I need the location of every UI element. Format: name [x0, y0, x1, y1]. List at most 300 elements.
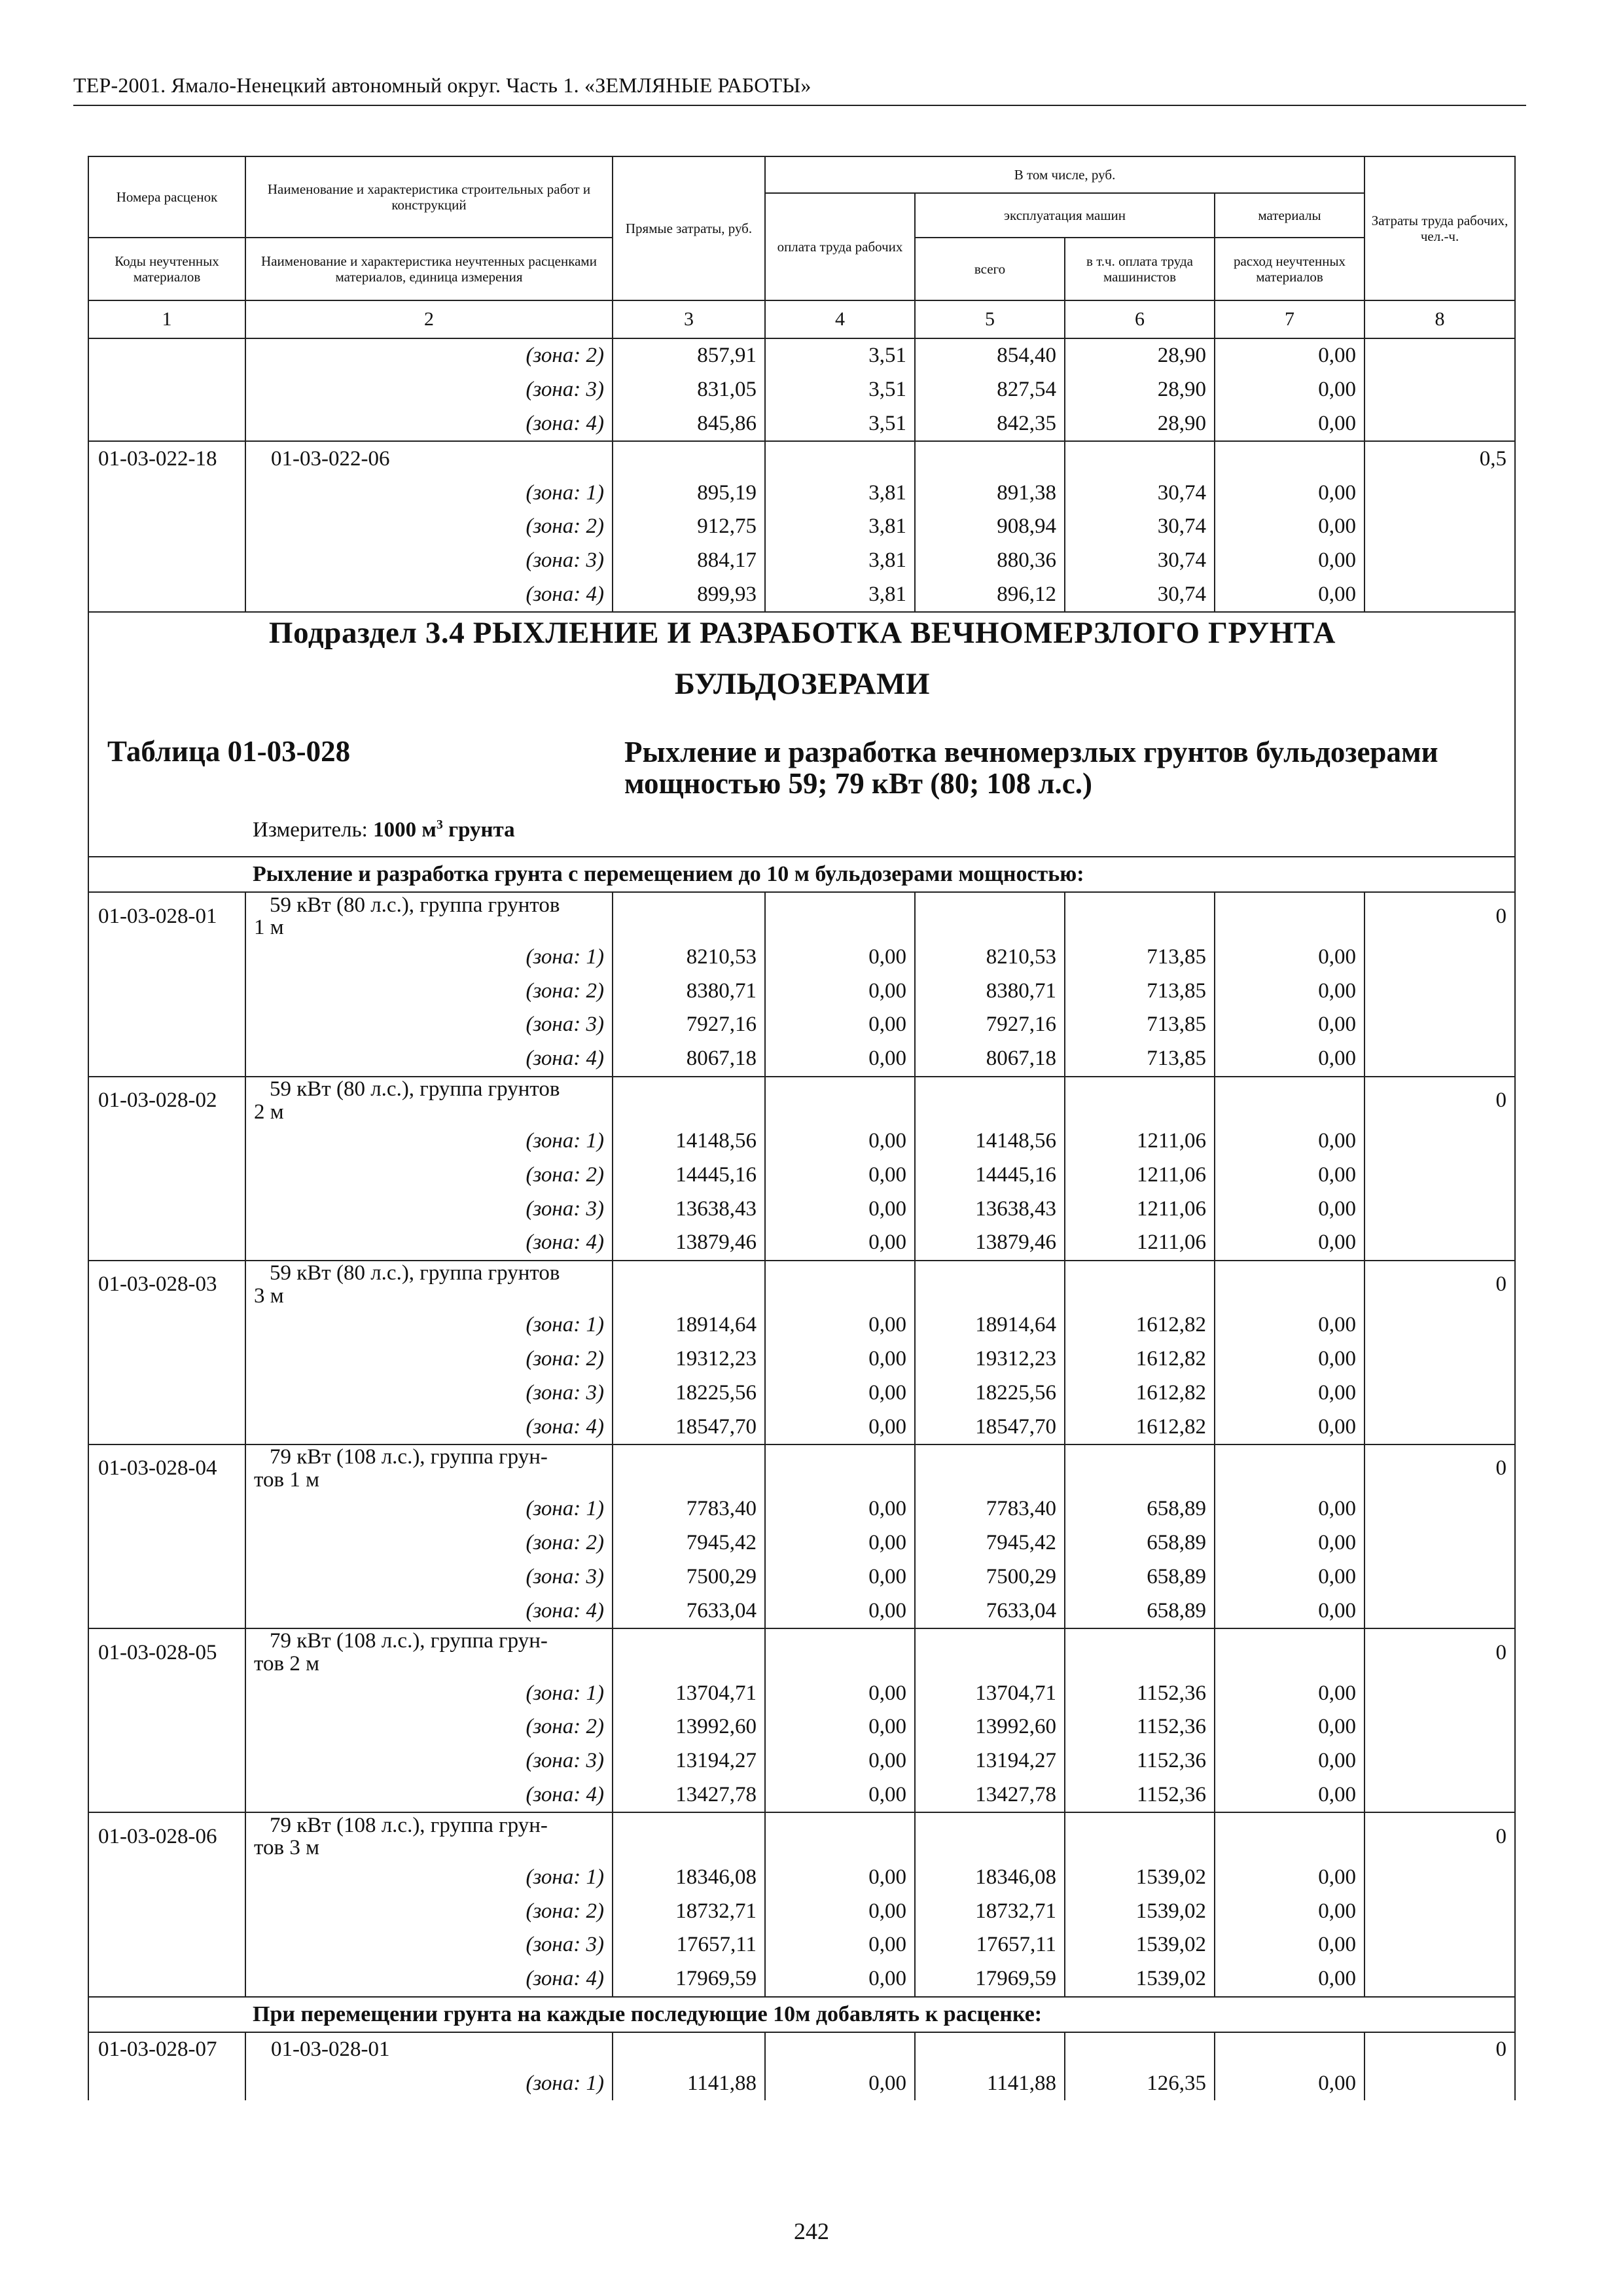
- direct-cost: 7783,40: [613, 1492, 765, 1526]
- direct-cost: 13194,27: [613, 1744, 765, 1778]
- materials-cost: 0,00: [1215, 407, 1364, 442]
- labor-wage: 0,00: [765, 1158, 915, 1192]
- machinists-wage: 28,90: [1065, 338, 1215, 373]
- zone-label: (зона: 3): [245, 1192, 613, 1226]
- rate-name: [245, 1628, 613, 1676]
- rate-code: 01-03-022-18: [88, 441, 245, 476]
- direct-cost: 13427,78: [613, 1778, 765, 1813]
- measure-tail: грунта: [442, 818, 515, 842]
- subheading-row: [88, 857, 1515, 892]
- materials-cost: 0,00: [1215, 373, 1364, 407]
- direct-cost: 18547,70: [613, 1410, 765, 1444]
- table-row: [88, 407, 1515, 442]
- zone-label: (зона: 3): [245, 1744, 613, 1778]
- machines-total: 13704,71: [915, 1676, 1065, 1710]
- materials-cost: 0,00: [1215, 940, 1364, 974]
- header-col1-top: Номера расценок: [88, 156, 245, 238]
- direct-cost: 7500,29: [613, 1560, 765, 1594]
- machines-total: 13638,43: [915, 1192, 1065, 1226]
- table-row: [88, 1444, 1515, 1492]
- rate-name-line1: 59 кВт (80 л.с.), группа грунтов: [270, 1077, 560, 1101]
- section-heading-row: [88, 612, 1515, 857]
- section-title-continued: БУЛЬДОЗЕРАМИ: [674, 667, 931, 702]
- machinists-wage: 1211,06: [1065, 1124, 1215, 1158]
- table-row: [88, 544, 1515, 578]
- materials-cost: 0,00: [1215, 974, 1364, 1008]
- machines-total: 827,54: [915, 373, 1065, 407]
- machinists-wage: 713,85: [1065, 1042, 1215, 1077]
- table-row: [88, 1342, 1515, 1376]
- rate-name-line2: тов 3 м: [254, 1836, 319, 1860]
- labor-wage: 3,51: [765, 338, 915, 373]
- materials-cost: 0,00: [1215, 578, 1364, 613]
- machines-total: 8380,71: [915, 974, 1065, 1008]
- materials-cost: 0,00: [1215, 2066, 1364, 2100]
- table-row: [88, 1261, 1515, 1308]
- zone-label: (зона: 1): [245, 2066, 613, 2100]
- labor-wage: 0,00: [765, 1042, 915, 1077]
- labor-wage: 0,00: [765, 940, 915, 974]
- machinists-wage: 713,85: [1065, 1008, 1215, 1042]
- table-row: [88, 1778, 1515, 1813]
- zone-label: (зона: 3): [245, 1376, 613, 1410]
- machines-total: 14445,16: [915, 1158, 1065, 1192]
- zone-label: (зона: 4): [245, 1042, 613, 1077]
- column-number: 5: [915, 300, 1065, 338]
- zone-label: (зона: 2): [245, 1894, 613, 1928]
- materials-cost: 0,00: [1215, 338, 1364, 373]
- column-number: 3: [613, 300, 765, 338]
- header-col5: всего: [915, 238, 1065, 300]
- rate-name-line1: 59 кВт (80 л.с.), группа грунтов: [270, 1261, 560, 1285]
- labor-hours: 0: [1364, 1444, 1515, 1492]
- direct-cost: 8210,53: [613, 940, 765, 974]
- labor-wage: 0,00: [765, 1778, 915, 1813]
- subheading: При перемещении грунта на каждые последующие 10м добавлять к расценке:: [253, 2001, 1043, 2026]
- materials-cost: 0,00: [1215, 1526, 1364, 1560]
- table-row: [88, 2032, 1515, 2067]
- table-row: [88, 1492, 1515, 1526]
- column-number: 8: [1364, 300, 1515, 338]
- table-row: [88, 1410, 1515, 1444]
- machines-total: 18346,08: [915, 1860, 1065, 1894]
- direct-cost: 13638,43: [613, 1192, 765, 1226]
- labor-wage: 0,00: [765, 1594, 915, 1628]
- machinists-wage: 1152,36: [1065, 1676, 1215, 1710]
- rate-code: 01-03-028-04: [88, 1444, 245, 1492]
- direct-cost: 8380,71: [613, 974, 765, 1008]
- materials-cost: 0,00: [1215, 1928, 1364, 1962]
- materials-cost: 0,00: [1215, 1042, 1364, 1077]
- machines-total: 842,35: [915, 407, 1065, 442]
- table-row: [88, 476, 1515, 510]
- zone-label: (зона: 1): [245, 1676, 613, 1710]
- labor-wage: 0,00: [765, 1526, 915, 1560]
- machinists-wage: 28,90: [1065, 373, 1215, 407]
- table-row: [88, 1192, 1515, 1226]
- materials-cost: 0,00: [1215, 476, 1364, 510]
- table-row: [88, 1308, 1515, 1342]
- labor-wage: 0,00: [765, 1676, 915, 1710]
- rate-name-line2: 2 м: [254, 1100, 284, 1124]
- rate-name-line1: 79 кВт (108 л.с.), группа грун-: [270, 1813, 548, 1837]
- machines-total: 7783,40: [915, 1492, 1065, 1526]
- rate-name: [245, 892, 613, 940]
- machinists-wage: 1211,06: [1065, 1192, 1215, 1226]
- zone-label: (зона: 1): [245, 476, 613, 510]
- materials-cost: 0,00: [1215, 1778, 1364, 1813]
- machines-total: 19312,23: [915, 1342, 1065, 1376]
- machines-total: 7500,29: [915, 1560, 1065, 1594]
- materials-cost: 0,00: [1215, 1894, 1364, 1928]
- labor-hours: 0: [1364, 1261, 1515, 1308]
- materials-cost: 0,00: [1215, 1676, 1364, 1710]
- machines-total: 17657,11: [915, 1928, 1065, 1962]
- measure-value: 1000 м: [373, 818, 437, 842]
- header-incl: В том числе, руб.: [765, 156, 1364, 193]
- labor-wage: 0,00: [765, 1894, 915, 1928]
- zone-label: (зона: 3): [245, 544, 613, 578]
- machines-total: 891,38: [915, 476, 1065, 510]
- machines-total: 13194,27: [915, 1744, 1065, 1778]
- rate-code: 01-03-028-06: [88, 1812, 245, 1860]
- table-row: [88, 338, 1515, 373]
- machinists-wage: 713,85: [1065, 940, 1215, 974]
- machinists-wage: 1612,82: [1065, 1342, 1215, 1376]
- table-row: [88, 1158, 1515, 1192]
- machines-total: 854,40: [915, 338, 1065, 373]
- measure-unit: [253, 818, 515, 841]
- rate-name: [245, 1261, 613, 1308]
- column-number: 2: [245, 300, 613, 338]
- machines-total: 896,12: [915, 578, 1065, 613]
- labor-wage: 0,00: [765, 1308, 915, 1342]
- machinists-wage: 1539,02: [1065, 1962, 1215, 1997]
- rate-code: 01-03-028-02: [88, 1077, 245, 1124]
- direct-cost: 895,19: [613, 476, 765, 510]
- direct-cost: 13704,71: [613, 1676, 765, 1710]
- machinists-wage: 1612,82: [1065, 1410, 1215, 1444]
- zone-label: (зона: 3): [245, 1928, 613, 1962]
- materials-cost: 0,00: [1215, 1962, 1364, 1997]
- labor-wage: 0,00: [765, 1410, 915, 1444]
- machinists-wage: 1152,36: [1065, 1744, 1215, 1778]
- direct-cost: 884,17: [613, 544, 765, 578]
- header-materials: материалы: [1215, 193, 1364, 238]
- table-description: Рыхление и разработка вечномерзлых грунтов бульдозерами мощностью 59; 79 кВт (80; 108 л.с.): [624, 736, 1438, 800]
- rate-name-line2: тов 2 м: [254, 1652, 319, 1676]
- entries-body: [88, 892, 1515, 1996]
- table-row: [88, 373, 1515, 407]
- materials-cost: 0,00: [1215, 1376, 1364, 1410]
- labor-hours: 0: [1364, 2032, 1515, 2067]
- running-header: ТЕР-2001. Ямало-Ненецкий автономный округ. Часть 1. «ЗЕМЛЯНЫЕ РАБОТЫ»: [73, 73, 812, 97]
- zone-label: (зона: 4): [245, 1410, 613, 1444]
- materials-cost: 0,00: [1215, 1308, 1364, 1342]
- materials-cost: 0,00: [1215, 1342, 1364, 1376]
- header-col6: в т.ч. оплата труда машинистов: [1065, 238, 1215, 300]
- direct-cost: 17969,59: [613, 1962, 765, 1997]
- machines-total: 18547,70: [915, 1410, 1065, 1444]
- direct-cost: 14148,56: [613, 1124, 765, 1158]
- direct-cost: 7945,42: [613, 1526, 765, 1560]
- direct-cost: 912,75: [613, 510, 765, 544]
- direct-cost: 13879,46: [613, 1226, 765, 1261]
- materials-cost: 0,00: [1215, 1192, 1364, 1226]
- table-row: [88, 1812, 1515, 1860]
- direct-cost: 18914,64: [613, 1308, 765, 1342]
- rate-code: 01-03-028-07: [88, 2032, 245, 2067]
- materials-cost: 0,00: [1215, 1124, 1364, 1158]
- machinists-wage: 126,35: [1065, 2066, 1215, 2100]
- machines-total: 7945,42: [915, 1526, 1065, 1560]
- machines-total: 17969,59: [915, 1962, 1065, 1997]
- zone-label: (зона: 2): [245, 1158, 613, 1192]
- machines-total: 14148,56: [915, 1124, 1065, 1158]
- zone-label: (зона: 2): [245, 1526, 613, 1560]
- labor-wage: 0,00: [765, 1008, 915, 1042]
- rate-name-line2: 1 м: [254, 916, 284, 940]
- table-label: Таблица 01-03-028: [107, 735, 351, 768]
- zone-label: (зона: 3): [245, 1008, 613, 1042]
- table-row: [88, 441, 1515, 476]
- header-col7: расход неучтенных материалов: [1215, 238, 1364, 300]
- labor-wage: 0,00: [765, 1962, 915, 1997]
- table-row: [88, 1594, 1515, 1628]
- table-row: [88, 1124, 1515, 1158]
- direct-cost: 7633,04: [613, 1594, 765, 1628]
- table-row: [88, 1744, 1515, 1778]
- machinists-wage: 28,90: [1065, 407, 1215, 442]
- measure-sup: 3: [436, 817, 443, 833]
- labor-hours: 0: [1364, 1628, 1515, 1676]
- zone-label: (зона: 4): [245, 578, 613, 613]
- zone-label: (зона: 2): [245, 510, 613, 544]
- table-row: [88, 1226, 1515, 1261]
- labor-hours: 0: [1364, 892, 1515, 940]
- machines-total: 18225,56: [915, 1376, 1065, 1410]
- table-row: [88, 1860, 1515, 1894]
- table-row: [88, 1928, 1515, 1962]
- page-number: 242: [794, 2218, 829, 2244]
- machines-total: 1141,88: [915, 2066, 1065, 2100]
- header-col1-bottom: Коды неучтенных материалов: [88, 238, 245, 300]
- labor-wage: 0,00: [765, 1342, 915, 1376]
- labor-wage: 3,81: [765, 578, 915, 613]
- machinists-wage: 658,89: [1065, 1560, 1215, 1594]
- column-number: 1: [88, 300, 245, 338]
- zone-label: (зона: 1): [245, 1492, 613, 1526]
- table-row: [88, 1628, 1515, 1676]
- direct-cost: 18732,71: [613, 1894, 765, 1928]
- header-col4: оплата труда рабочих: [765, 193, 915, 300]
- header-col2-bottom: Наименование и характеристика неучтенных расценками материалов, единица измерения: [245, 238, 613, 300]
- labor-hours: 0: [1364, 1077, 1515, 1124]
- machines-total: 908,94: [915, 510, 1065, 544]
- direct-cost: 14445,16: [613, 1158, 765, 1192]
- rate-name: [245, 1077, 613, 1124]
- direct-cost: 19312,23: [613, 1342, 765, 1376]
- machinists-wage: 1539,02: [1065, 1860, 1215, 1894]
- labor-wage: 0,00: [765, 1124, 915, 1158]
- machinists-wage: 1612,82: [1065, 1376, 1215, 1410]
- table-row: [88, 1008, 1515, 1042]
- zone-label: (зона: 4): [245, 407, 613, 442]
- labor-wage: 0,00: [765, 1744, 915, 1778]
- table-row: [88, 974, 1515, 1008]
- labor-wage: 0,00: [765, 1928, 915, 1962]
- rate-reference: 01-03-022-06: [245, 441, 613, 476]
- labor-wage: 0,00: [765, 1560, 915, 1594]
- rate-code: 01-03-028-03: [88, 1261, 245, 1308]
- zone-label: (зона: 1): [245, 1124, 613, 1158]
- direct-cost: 8067,18: [613, 1042, 765, 1077]
- machinists-wage: 1152,36: [1065, 1710, 1215, 1744]
- rate-name-line1: 79 кВт (108 л.с.), группа грун-: [270, 1445, 548, 1469]
- rate-name-line2: 3 м: [254, 1283, 284, 1308]
- labor-wage: 0,00: [765, 1192, 915, 1226]
- machines-total: 18914,64: [915, 1308, 1065, 1342]
- header-machines: эксплуатация машин: [915, 193, 1215, 238]
- zone-label: (зона: 3): [245, 373, 613, 407]
- labor-wage: 0,00: [765, 1376, 915, 1410]
- table-row: [88, 1710, 1515, 1744]
- machinists-wage: 30,74: [1065, 476, 1215, 510]
- zone-label: (зона: 1): [245, 1860, 613, 1894]
- subheading: Рыхление и разработка грунта с перемещением до 10 м бульдозерами мощностью:: [253, 862, 1084, 887]
- table-row: [88, 2066, 1515, 2100]
- zone-label: (зона: 1): [245, 1308, 613, 1342]
- labor-wage: 0,00: [765, 1860, 915, 1894]
- column-number: 6: [1065, 300, 1215, 338]
- rate-name-line1: 59 кВт (80 л.с.), группа грунтов: [270, 893, 560, 917]
- materials-cost: 0,00: [1215, 1560, 1364, 1594]
- zone-label: (зона: 2): [245, 974, 613, 1008]
- materials-cost: 0,00: [1215, 510, 1364, 544]
- direct-cost: 18346,08: [613, 1860, 765, 1894]
- header-col2-top: Наименование и характеристика строительных работ и конструкций: [245, 156, 613, 238]
- machinists-wage: 30,74: [1065, 544, 1215, 578]
- table-row: [88, 892, 1515, 940]
- machines-total: 8210,53: [915, 940, 1065, 974]
- labor-wage: 0,00: [765, 1492, 915, 1526]
- direct-cost: 845,86: [613, 407, 765, 442]
- rates-table: [88, 156, 1514, 2100]
- rate-name-line2: тов 1 м: [254, 1467, 319, 1492]
- machinists-wage: 1539,02: [1065, 1894, 1215, 1928]
- machines-total: 7633,04: [915, 1594, 1065, 1628]
- zone-label: (зона: 1): [245, 940, 613, 974]
- materials-cost: 0,00: [1215, 1158, 1364, 1192]
- labor-wage: 3,81: [765, 510, 915, 544]
- machinists-wage: 1211,06: [1065, 1226, 1215, 1261]
- section-title: Подраздел 3.4 РЫХЛЕНИЕ И РАЗРАБОТКА ВЕЧНОМЕРЗЛОГО ГРУНТА: [268, 616, 1336, 651]
- materials-cost: 0,00: [1215, 1008, 1364, 1042]
- materials-cost: 0,00: [1215, 1226, 1364, 1261]
- machinists-wage: 1211,06: [1065, 1158, 1215, 1192]
- table-row: [88, 510, 1515, 544]
- zone-label: (зона: 4): [245, 1594, 613, 1628]
- zone-label: (зона: 4): [245, 1778, 613, 1813]
- direct-cost: 1141,88: [613, 2066, 765, 2100]
- machines-total: 8067,18: [915, 1042, 1065, 1077]
- labor-wage: 3,51: [765, 373, 915, 407]
- direct-cost: 899,93: [613, 578, 765, 613]
- direct-cost: 831,05: [613, 373, 765, 407]
- labor-wage: 3,81: [765, 476, 915, 510]
- machines-total: 13879,46: [915, 1226, 1065, 1261]
- direct-cost: 13992,60: [613, 1710, 765, 1744]
- table-row: [88, 1894, 1515, 1928]
- labor-hours: 0,5: [1364, 441, 1515, 476]
- rate-reference: 01-03-028-01: [245, 2032, 613, 2067]
- column-number: 4: [765, 300, 915, 338]
- table-row: [88, 1526, 1515, 1560]
- machines-total: 18732,71: [915, 1894, 1065, 1928]
- machinists-wage: 658,89: [1065, 1594, 1215, 1628]
- labor-wage: 0,00: [765, 2066, 915, 2100]
- rate-code: 01-03-028-01: [88, 892, 245, 940]
- materials-cost: 0,00: [1215, 544, 1364, 578]
- machinists-wage: 1152,36: [1065, 1778, 1215, 1813]
- machines-total: 7927,16: [915, 1008, 1065, 1042]
- header-rule: [73, 105, 1526, 106]
- header-col3: Прямые затраты, руб.: [613, 156, 765, 300]
- machinists-wage: 713,85: [1065, 974, 1215, 1008]
- machinists-wage: 1612,82: [1065, 1308, 1215, 1342]
- machinists-wage: 1539,02: [1065, 1928, 1215, 1962]
- measure-label: Измеритель:: [253, 818, 374, 842]
- labor-wage: 0,00: [765, 974, 915, 1008]
- subheading-row: [88, 1997, 1515, 2032]
- materials-cost: 0,00: [1215, 1410, 1364, 1444]
- table-row: [88, 578, 1515, 613]
- zone-label: (зона: 2): [245, 1710, 613, 1744]
- labor-hours: 0: [1364, 1812, 1515, 1860]
- machines-total: 880,36: [915, 544, 1065, 578]
- table-header: [88, 156, 1515, 338]
- machinists-wage: 658,89: [1065, 1526, 1215, 1560]
- machinists-wage: 30,74: [1065, 510, 1215, 544]
- table-row: [88, 1042, 1515, 1077]
- labor-wage: 0,00: [765, 1710, 915, 1744]
- labor-wage: 3,51: [765, 407, 915, 442]
- machines-total: 13427,78: [915, 1778, 1065, 1813]
- labor-wage: 0,00: [765, 1226, 915, 1261]
- machinists-wage: 658,89: [1065, 1492, 1215, 1526]
- rate-name: [245, 1812, 613, 1860]
- materials-cost: 0,00: [1215, 1594, 1364, 1628]
- materials-cost: 0,00: [1215, 1710, 1364, 1744]
- rate-name: [245, 1444, 613, 1492]
- materials-cost: 0,00: [1215, 1744, 1364, 1778]
- column-numbers-row: [88, 300, 1515, 338]
- direct-cost: 18225,56: [613, 1376, 765, 1410]
- zone-label: (зона: 3): [245, 1560, 613, 1594]
- materials-cost: 0,00: [1215, 1860, 1364, 1894]
- rate-code: 01-03-028-05: [88, 1628, 245, 1676]
- header-col8: Затраты труда рабочих, чел.-ч.: [1364, 156, 1515, 300]
- machinists-wage: 30,74: [1065, 578, 1215, 613]
- table-row: [88, 1077, 1515, 1124]
- additions-body: [88, 1997, 1515, 2101]
- labor-wage: 3,81: [765, 544, 915, 578]
- direct-cost: 7927,16: [613, 1008, 765, 1042]
- column-number: 7: [1215, 300, 1364, 338]
- table-row: [88, 1560, 1515, 1594]
- zone-label: (зона: 2): [245, 338, 613, 373]
- zone-label: (зона: 2): [245, 1342, 613, 1376]
